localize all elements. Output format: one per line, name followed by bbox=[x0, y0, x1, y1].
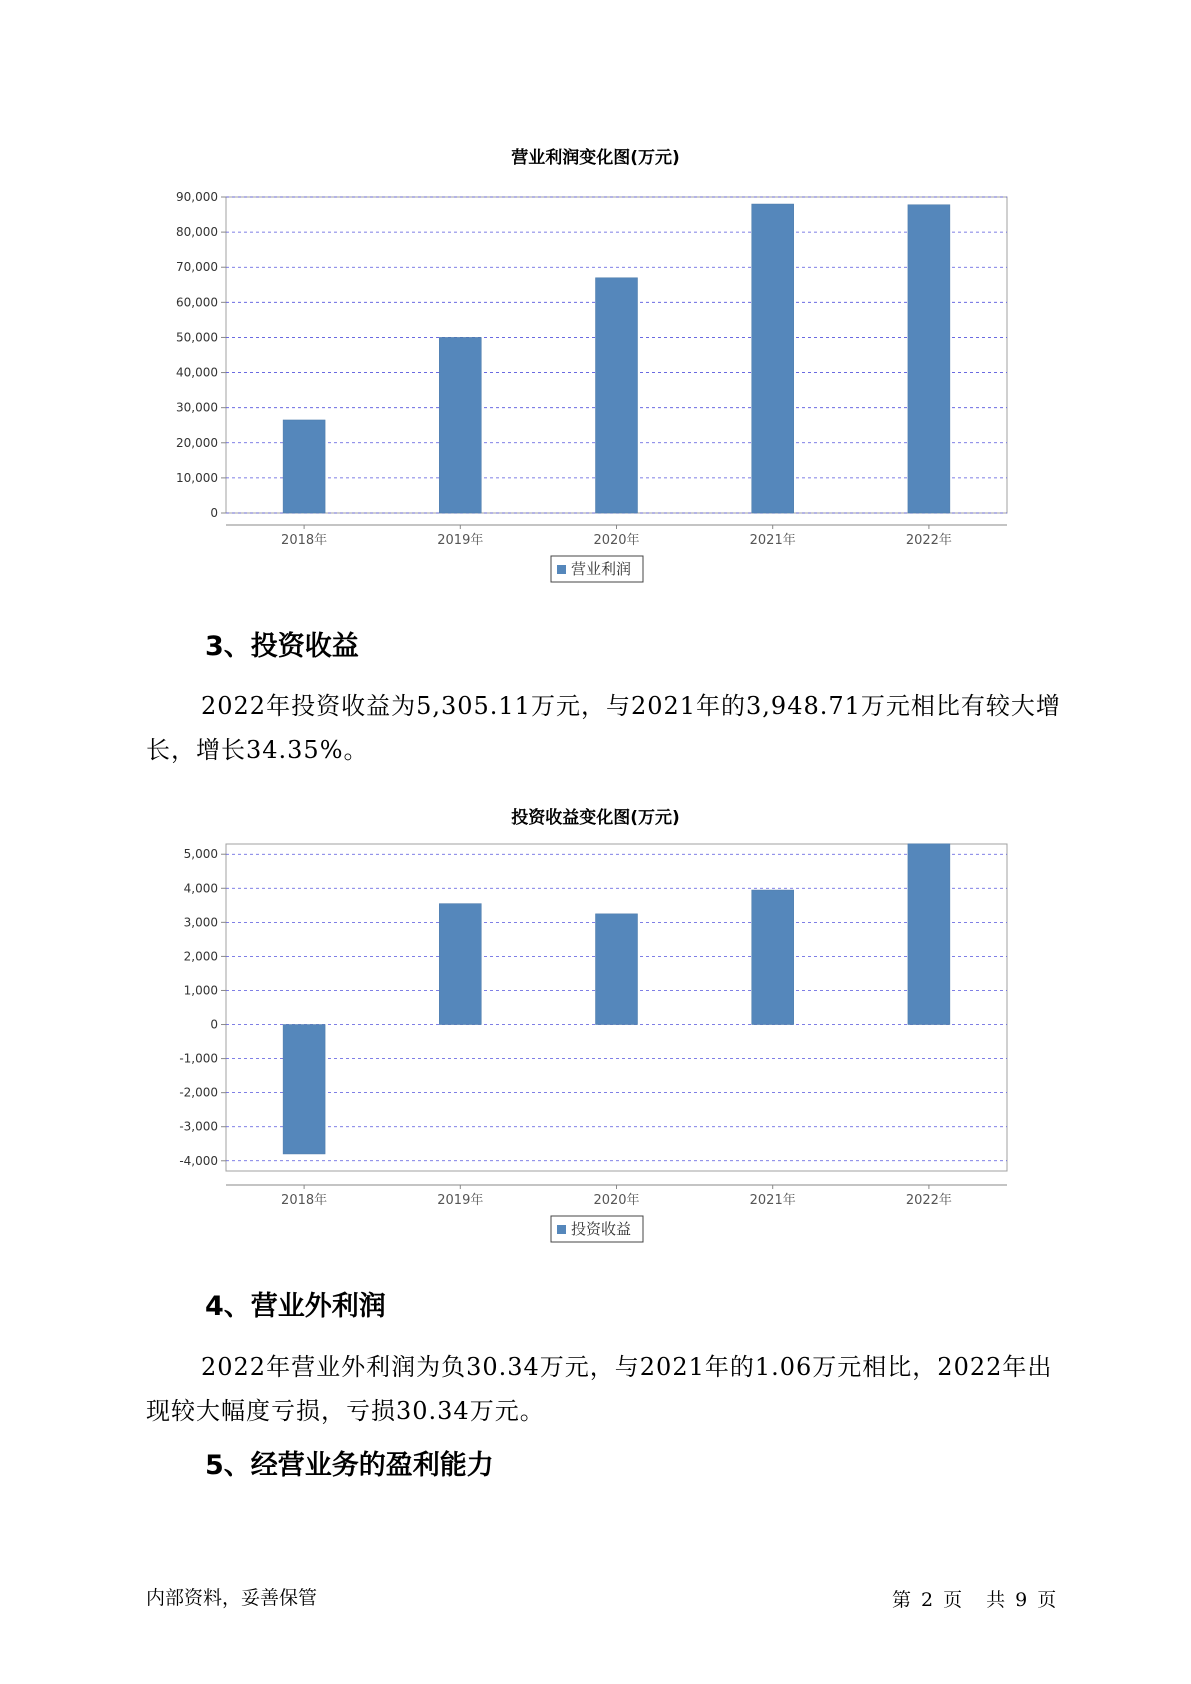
y-tick-label: -4,000 bbox=[179, 1153, 218, 1168]
y-tick-label: 0 bbox=[210, 506, 218, 520]
footer-page-number bbox=[892, 1585, 1066, 1612]
bar-2021年 bbox=[752, 204, 794, 513]
y-tick-label: 4,000 bbox=[183, 881, 218, 896]
x-tick-label: 2018年 bbox=[281, 1193, 328, 1208]
bar-2022年 bbox=[908, 844, 950, 1025]
page-total-prefix: 共 bbox=[986, 1589, 1006, 1611]
y-tick-label: -2,000 bbox=[179, 1085, 218, 1100]
y-tick-label: 3,000 bbox=[183, 915, 218, 930]
operating-profit-chart bbox=[0, 170, 1191, 610]
chart-title: 投资收益变化图(万元) bbox=[511, 808, 680, 828]
y-tick-label: -3,000 bbox=[179, 1119, 218, 1134]
legend-label: 投资收益 bbox=[571, 1220, 632, 1238]
y-tick-label: 70,000 bbox=[176, 260, 218, 275]
paragraph-non-operating-profit: 2022年营业外利润为负30.34万元，与2021年的1.06万元相比，2022年出现较大幅度亏损，亏损30.34万元。 bbox=[146, 1353, 1053, 1425]
section-heading-business-profitability: 5、经营业务的盈利能力 bbox=[205, 1450, 494, 1481]
y-tick-label: 10,000 bbox=[176, 470, 218, 485]
page-total: 9 bbox=[1015, 1589, 1028, 1611]
x-tick-label: 2019年 bbox=[437, 533, 484, 548]
section-heading-non-operating-profit: 4、营业外利润 bbox=[205, 1291, 386, 1322]
chart-title: 营业利润变化图(万元) bbox=[511, 148, 680, 168]
bar-2018年 bbox=[283, 1025, 325, 1154]
investment-income-chart bbox=[0, 830, 1191, 1250]
section-heading-investment-income: 3、投资收益 bbox=[205, 631, 359, 662]
y-tick-label: 50,000 bbox=[176, 330, 218, 345]
y-tick-label: 2,000 bbox=[183, 949, 218, 964]
y-tick-label: 1,000 bbox=[183, 983, 218, 998]
legend-label: 营业利润 bbox=[571, 560, 632, 578]
y-tick-label: 40,000 bbox=[176, 365, 218, 380]
bar-2022年 bbox=[908, 205, 950, 513]
footer-confidential-note: 内部资料，妥善保管 bbox=[146, 1587, 318, 1609]
y-tick-label: 80,000 bbox=[176, 225, 218, 240]
y-tick-label: 30,000 bbox=[176, 400, 218, 415]
y-tick-label: 90,000 bbox=[176, 190, 218, 204]
y-tick-label: 60,000 bbox=[176, 295, 218, 310]
y-tick-label: -1,000 bbox=[179, 1051, 218, 1066]
x-tick-label: 2022年 bbox=[905, 533, 952, 548]
x-tick-label: 2022年 bbox=[905, 1193, 952, 1208]
bar-2018年 bbox=[283, 420, 325, 513]
x-tick-label: 2021年 bbox=[749, 1193, 796, 1208]
bar-2019年 bbox=[439, 337, 481, 513]
y-tick-label: 0 bbox=[210, 1017, 218, 1032]
y-tick-label: 20,000 bbox=[176, 435, 218, 450]
bar-2021年 bbox=[752, 890, 794, 1025]
x-tick-label: 2020年 bbox=[593, 533, 640, 548]
page-mid: 页 bbox=[943, 1589, 963, 1611]
bar-2020年 bbox=[596, 914, 638, 1025]
bar-2020年 bbox=[596, 278, 638, 513]
x-tick-label: 2021年 bbox=[749, 533, 796, 548]
page-prefix: 第 bbox=[892, 1589, 912, 1611]
page-current: 2 bbox=[921, 1589, 934, 1611]
y-tick-label: 5,000 bbox=[183, 847, 218, 862]
x-tick-label: 2018年 bbox=[281, 533, 328, 548]
x-tick-label: 2020年 bbox=[593, 1193, 640, 1208]
paragraph-investment-income: 2022年投资收益为5,305.11万元，与2021年的3,948.71万元相比有较大增长，增长34.35%。 bbox=[146, 692, 1061, 764]
x-tick-label: 2019年 bbox=[437, 1193, 484, 1208]
bar-2019年 bbox=[439, 904, 481, 1025]
legend-swatch bbox=[557, 565, 566, 574]
page-suffix: 页 bbox=[1037, 1589, 1057, 1611]
legend-swatch bbox=[557, 1225, 566, 1234]
